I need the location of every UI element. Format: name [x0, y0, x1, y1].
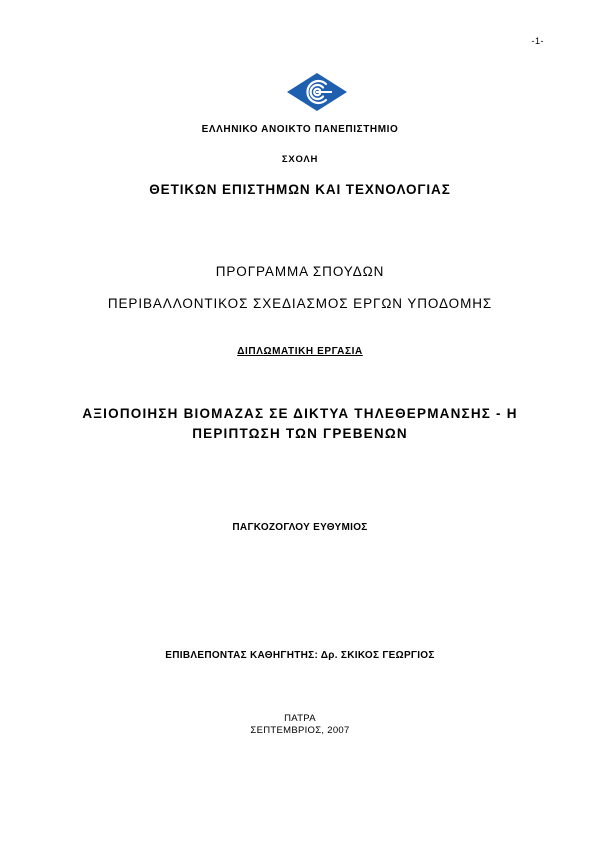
school-label: ΣΧΟΛΗ — [281, 154, 319, 165]
thesis-title-line: ΠΕΡΙΠΤΩΣΗ ΤΩΝ ΓΡΕΒΕΝΩΝ — [192, 426, 408, 441]
date: ΣΕΠΤΕΜΒΡΙΟΣ, 2007 — [250, 725, 350, 736]
program-label: ΠΡΟΓΡΑΜΜΑ ΣΠΟΥΔΩΝ — [215, 264, 385, 279]
city: ΠΑΤΡΑ — [284, 713, 316, 724]
supervisor-line: ΕΠΙΒΛΕΠΟΝΤΑΣ ΚΑΘΗΓΗΤΗΣ: Δρ. ΣΚΙΚΟΣ ΓΕΩΡΓΙΟΣ — [165, 650, 435, 661]
author-name: ΠΑΓΚΟΖΟΓΛΟΥ ΕΥΘΥΜΙΟΣ — [232, 522, 368, 533]
university-name: ΕΛΛΗΝΙΚΟ ΑΝΟΙΚΤΟ ΠΑΝΕΠΙΣΤΗΜΙΟ — [201, 124, 399, 135]
faculty-name: ΘΕΤΙΚΩΝ ΕΠΙΣΤΗΜΩΝ ΚΑΙ ΤΕΧΝΟΛΟΓΙΑΣ — [149, 182, 451, 197]
thesis-title-line: ΑΞΙΟΠΟΙΗΣΗ ΒΙΟΜΑΖΑΣ ΣΕ ΔΙΚΤΥΑ ΤΗΛΕΘΕΡΜΑΝΣΗΣ - Η — [82, 406, 518, 421]
eap-university-logo-icon — [286, 72, 348, 112]
program-name: ΠΕΡΙΒΑΛΛΟΝΤΙΚΟΣ ΣΧΕΔΙΑΣΜΟΣ ΕΡΓΩΝ ΥΠΟΔΟΜΗΣ — [107, 296, 493, 311]
thesis-label: ΔΙΠΛΩΜΑΤΙΚΗ ΕΡΓΑΣΙΑ — [237, 346, 363, 357]
page-number: -1- — [531, 36, 544, 46]
